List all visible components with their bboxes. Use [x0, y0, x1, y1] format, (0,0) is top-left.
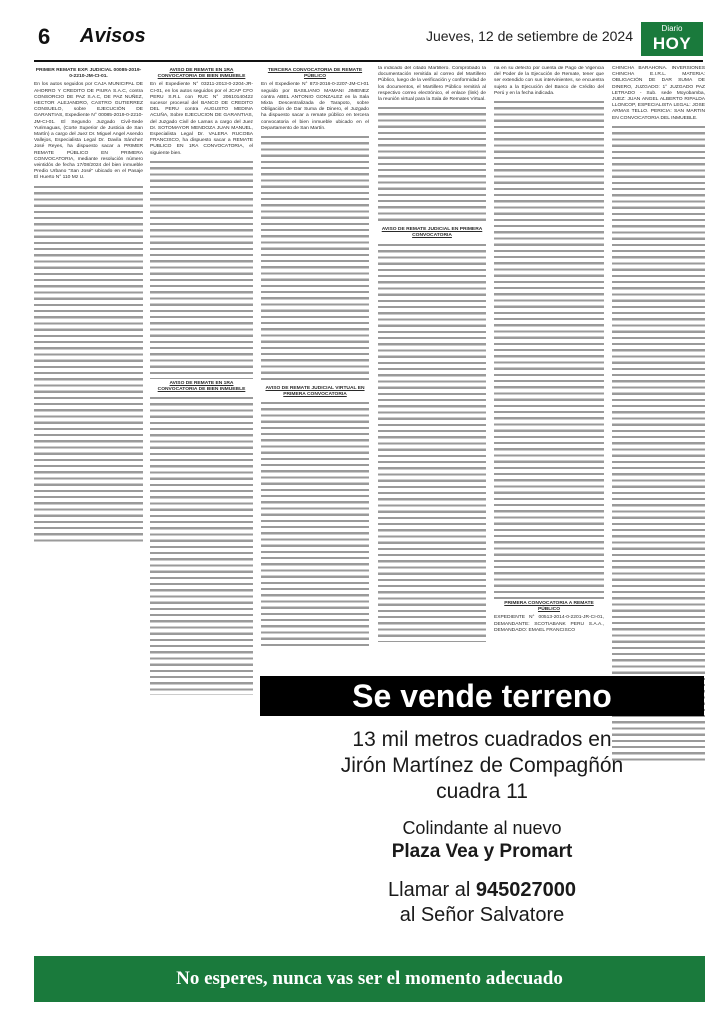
notice-text: ta indicado del citado Martillero. Comprobado la documentación remitida al correo del Martillero Público, luego de la verificación y conformidad de los documentos, el Martillero Público remitirá al respectivo correo electrónico, el enlace (link) de la reunión virtual para la Sala de Remates Virtual.: [378, 66, 486, 103]
footer-banner: No esperes, nunca vas ser el momento adecuado: [34, 956, 705, 1002]
notice-column-5: [494, 66, 604, 664]
ad-contact-name: al Señor Salvatore: [399, 904, 565, 926]
notice-text: ria en su defecto por cuenta de Pago de Vigencia del Poder de la Ejecución de Remate, tener que ser extendido con sus intervinientes, se encuentra sujeto a la Ejecución del Banco de Crédito del Perú y en la fecha indicada.: [494, 66, 604, 96]
section-title: Avisos: [80, 25, 146, 47]
notice-column-4: [378, 66, 486, 664]
notice-text: CHINCHA BARAHONA. INVERSIONES CHINCHA E.I.R.L. MATERIA: OBLIGACIÓN DE DAR SUMA DE DINERO, JUZGADO: 1° JUZGADO PAZ LETRADO - Sub. sede Moyobamba, JUEZ: JUAN ANGEL ALBERTO RIPALDA LLONCOP, ESPECIALISTA LEGAL: JOSE ARMAS TELLO. PERICIA: SAN MARTIN EN CONVOCATORIA DEL INMUEBLE.: [612, 66, 705, 121]
logo-main-text: HOY: [652, 34, 692, 53]
ad-area-text: 13 mil metros cuadrados en: [352, 728, 612, 751]
notice-body-text: [150, 159, 253, 379]
notice-heading: PRIMERA CONVOCATORIA A REMATE PÚBLICO: [504, 601, 594, 613]
page-number: 6: [38, 24, 51, 49]
notice-heading: AVISO DE REMATE EN 1RA CONVOCATORIA DE BIEN INMUEBLE: [157, 68, 246, 80]
notice-body-text: [150, 395, 253, 695]
ad-call-line: [260, 879, 704, 902]
notice-column-2: [150, 66, 253, 720]
notice-heading: PRIMER REMATE EXP. JUDICIAL 00085-2019-0-2210-JM-CI-01.: [35, 68, 142, 80]
ad-adjacent-text: Colindante al nuevo: [402, 818, 562, 838]
notice-text: En los autos seguidos por CAJA MUNICIPAL DE AHORRO Y CREDITO DE PIURA S.A.C, contra CONSORCIO DE PAZ S.A.C, DE PAZ NUÑEZ, HECTOR ALEJANDRO, CASTRO GUTIERREZ CONSUELO, sobre EJECUCIÓN DE GARANTIAS, Expediente N° 00085-2019-0-2210-JM-CI-01. El Segundo Juzgado Civil-Sede Yurimaguas, (Corte Superior de Justicia de San Martín) a cargo del Juez Dr. Miguel Angel Asendo Vallejos, Especialista Legal Dr. Davila Sánchez José Reyes, ha dispuesto sacar a PRIMER REMATE PÚBLICO EN PRIMERA CONVOCATORIA, mediante resolución número veintidós de fecha 17/08/2024 del bien inmueble Predio Urbano "San José" ubicado en el Pasaje El Huerto N° 110 Mz U.: [34, 82, 143, 181]
ad-call-prefix: Llamar al: [388, 879, 476, 901]
notice-column-1: [34, 66, 143, 664]
notice-body-text: [612, 124, 705, 764]
notice-heading: AVISO DE REMATE JUDICIAL VIRTUAL EN PRIMERA CONVOCATORIA: [265, 386, 365, 398]
notice-text: EXPEDIENTE N° 00513-2014-0-2201-JR-CI-01, DEMANDANTE: SCOTIABANK PERU S.A.A., DEMANDADO: EMAEL FRANCISCO: [494, 615, 604, 633]
notice-heading: AVISO DE REMATE JUDICIAL EN PRIMERA CONVOCATORIA: [381, 227, 483, 239]
ad-street-text: Jirón Martínez de Compagñón: [340, 754, 624, 777]
ad-phone-number: 945027000: [475, 879, 576, 901]
notice-heading: TERCERA CONVOCATORIA DE REMATE PÚBLICO: [267, 68, 363, 80]
notice-body-text: [34, 184, 143, 544]
notice-body-text: [378, 105, 486, 225]
logo-top-text: Diario: [661, 24, 683, 33]
notice-heading: AVISO DE REMATE EN 1RA CONVOCATORIA DE BIEN INMUEBLE: [157, 380, 246, 393]
notice-body-text: [261, 134, 369, 384]
notice-column-3: [261, 66, 369, 664]
ad-stores-text: Plaza Vea y Promart: [391, 841, 573, 862]
ad-title: Se vende terreno: [260, 676, 704, 716]
issue-date: Jueves, 12 de setiembre de 2024: [425, 28, 633, 44]
notice-text: En el Expediente N° 03211-2013-0-2204-JR-CI-01, en los autos seguidos por el JCAP CFO PERU S.R.L con RUC N° 20610140422 sucesor procesal del BANCO DE CREDITO DEL PERU contra AUGUSTO MEDINA ACUÑA, Sobre EJECUCION DE GARANTIAS, del Juzgado Civil de Lamas a cargo del Juez Dr. SOTOMAYOR MENDOZA JUAN MANUEL, Especialista Legal Dr. VALERA RUCOBA FRANCISCO, ha dispuesto sacar a REMATE PUBLICO EN 1RA CONVOCATORIA, el siguiente bien.: [150, 82, 253, 156]
notice-body-text: [494, 99, 604, 599]
ad-block-text: cuadra 11: [436, 780, 528, 803]
notice-text: En el Expediente N° 873-2016-0-2207-JM-CI-01 seguido por BASILIANO MAMANI JIMENEZ contra ABEL ANTONIO GONZALEZ en la Sala Mixta Descentralizada de Tarapoto, sobre Obligación de Dar Suma de Dinero, el Juzgado ha dispuesto sacar a remate público en tercera convocatoria el bien inmueble ubicado en el Departamento de San Martín.: [261, 82, 369, 131]
newspaper-logo: [641, 22, 703, 56]
notice-body-text: [261, 400, 369, 650]
page-header: [34, 22, 703, 62]
notice-body-text: [378, 242, 486, 642]
land-sale-ad: [260, 716, 704, 946]
